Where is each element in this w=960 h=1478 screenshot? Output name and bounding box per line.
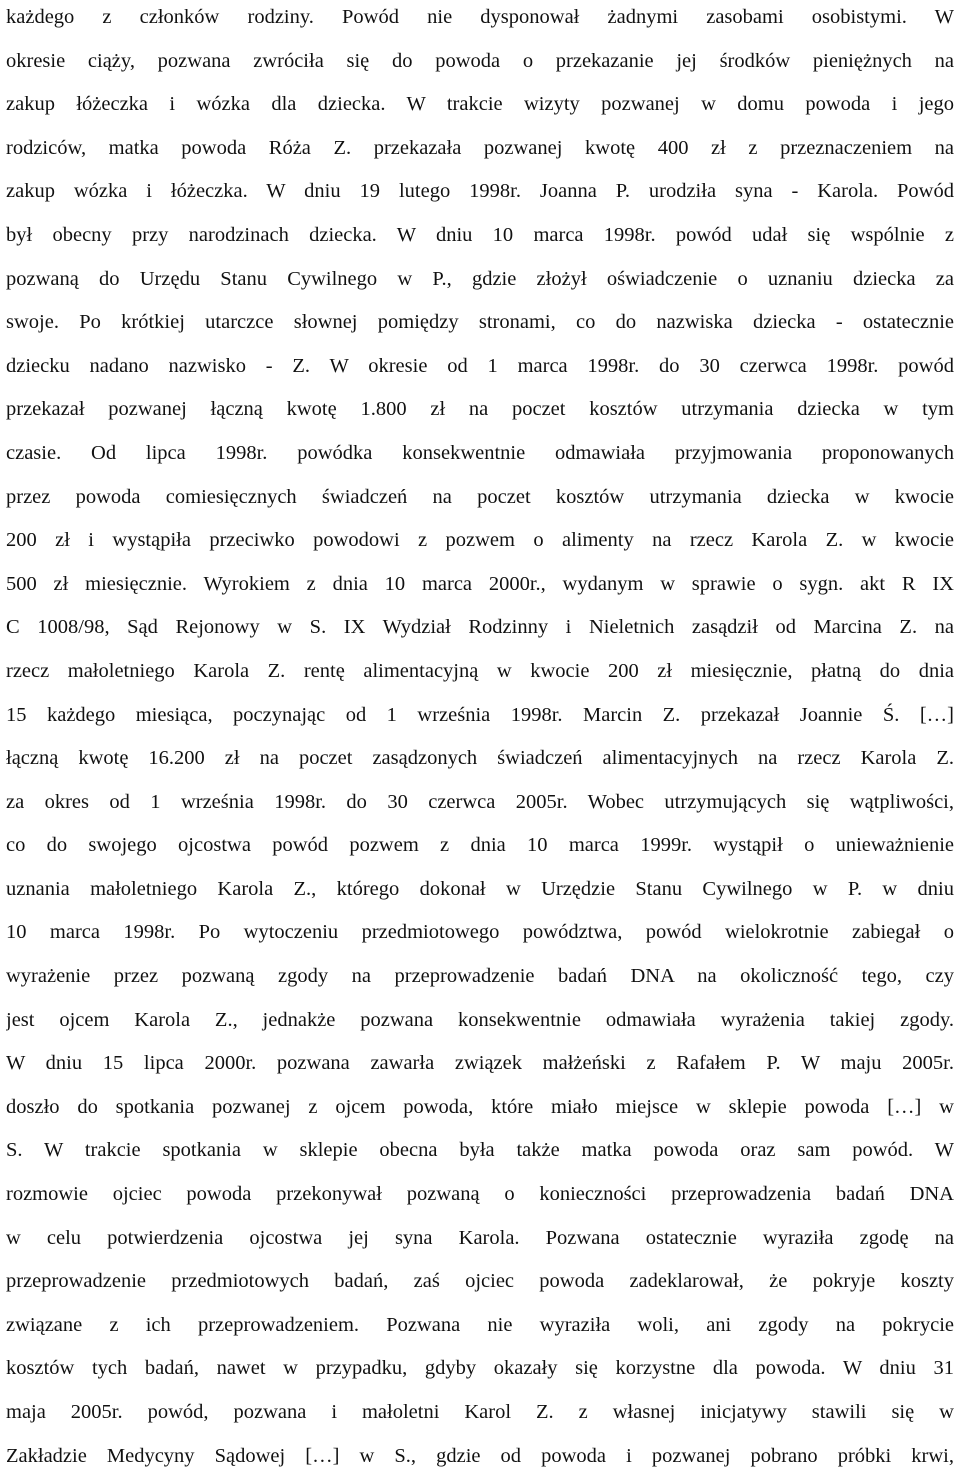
text-line: 200 zł i wystąpiła przeciwko powodowi z pozwem o alimenty na rzecz Karola Z. w kwocie — [6, 529, 954, 552]
text-line: C 1008/98, Sąd Rejonowy w S. IX Wydział Rodzinny i Nieletnich zasądził od Marcina Z. na — [6, 616, 954, 639]
text-line: czasie. Od lipca 1998r. powódka konsekwentnie odmawiała przyjmowania proponowanych — [6, 441, 954, 464]
text-line: maja 2005r. powód, pozwana i małoletni Karol Z. z własnej inicjatywy stawili się w — [6, 1401, 954, 1423]
text-line: S. W trakcie spotkania w sklepie obecna była także matka powoda oraz sam powód. W — [6, 1139, 954, 1162]
text-line: 10 marca 1998r. Po wytoczeniu przedmiotowego powództwa, powód wielokrotnie zabiegał o — [6, 921, 954, 944]
text-line: związane z ich przeprowadzeniem. Pozwana nie wyraziła woli, ani zgody na pokrycie — [6, 1313, 954, 1336]
text-line: zakup łóżeczka i wózka dla dziecka. W trakcie wizyty pozwanej w domu powoda i jego — [6, 93, 954, 116]
text-line: 500 zł miesięcznie. Wyrokiem z dnia 10 marca 2000r., wydanym w sprawie o sygn. akt R IX — [6, 572, 954, 595]
text-line: uznania małoletniego Karola Z., którego dokonał w Urzędzie Stanu Cywilnego w P. w dniu — [6, 877, 954, 900]
text-line: był obecny przy narodzinach dziecka. W dniu 10 marca 1998r. powód udał się wspólnie z — [6, 223, 954, 246]
text-line: przeprowadzenie przedmiotowych badań, zaś ojciec powoda zadeklarował, że pokryje koszty — [6, 1270, 954, 1293]
text-line: doszło do spotkania pozwanej z ojcem powoda, które miało miejsce w sklepie powoda […] w — [6, 1095, 954, 1118]
text-line: za okres od 1 września 1998r. do 30 czerwca 2005r. Wobec utrzymujących się wątpliwości, — [6, 790, 954, 813]
text-line: co do swojego ojcostwa powód pozwem z dnia 10 marca 1999r. wystąpił o unieważnienie — [6, 834, 954, 857]
text-line: przez powoda comiesięcznych świadczeń na poczet kosztów utrzymania dziecka w kwocie — [6, 485, 954, 508]
text-line: przekazał pozwanej łączną kwotę 1.800 zł na poczet kosztów utrzymania dziecka w tym — [6, 398, 954, 421]
text-line: W dniu 15 lipca 2000r. pozwana zawarła związek małżeński z Rafałem P. W maju 2005r. — [6, 1052, 954, 1075]
text-line: pozwaną do Urzędu Stanu Cywilnego w P., gdzie złożył oświadczenie o uznaniu dziecka za — [6, 267, 954, 290]
text-line: w celu potwierdzenia ojcostwa jej syna Karola. Pozwana ostatecznie wyraziła zgodę na — [6, 1226, 954, 1249]
text-line: zakup wózka i łóżeczka. W dniu 19 lutego 1998r. Joanna P. urodziła syna - Karola. Powód — [6, 180, 954, 203]
text-line: dziecku nadano nazwisko - Z. W okresie od 1 marca 1998r. do 30 czerwca 1998r. powód — [6, 354, 954, 377]
text-line: wyrażenie przez pozwaną zgody na przeprowadzenie badań DNA na okoliczność tego, czy — [6, 965, 954, 988]
text-line: kosztów tych badań, nawet w przypadku, gdyby okazały się korzystne dla powoda. W dniu 31 — [6, 1357, 954, 1380]
document-page — [6, 0, 954, 1478]
text-line: Zakładzie Medycyny Sądowej […] w S., gdzie od powoda i pozwanej pobrano próbki krwi, — [6, 1444, 954, 1467]
text-line: 15 każdego miesiąca, poczynając od 1 września 1998r. Marcin Z. przekazał Joannie Ś. […] — [6, 703, 954, 726]
text-line: łączną kwotę 16.200 zł na poczet zasądzonych świadczeń alimentacyjnych na rzecz Karola Z. — [6, 747, 954, 770]
text-line: rzecz małoletniego Karola Z. rentę alimentacyjną w kwocie 200 zł miesięcznie, płatną do dnia — [6, 659, 954, 682]
text-line: swoje. Po krótkiej utarczce słownej pomiędzy stronami, co do nazwiska dziecka - ostatecznie — [6, 311, 954, 334]
text-line: rozmowie ojciec powoda przekonywał pozwaną o konieczności przeprowadzenia badań DNA — [6, 1183, 954, 1206]
text-line: rodziców, matka powoda Róża Z. przekazała pozwanej kwotę 400 zł z przeznaczeniem na — [6, 136, 954, 159]
text-line: jest ojcem Karola Z., jednakże pozwana konsekwentnie odmawiała wyrażenia takiej zgody. — [6, 1008, 954, 1031]
text-line: okresie ciąży, pozwana zwróciła się do powoda o przekazanie jej środków pieniężnych na — [6, 49, 954, 72]
text-line: każdego z członków rodziny. Powód nie dysponował żadnymi zasobami osobistymi. W — [6, 6, 954, 28]
